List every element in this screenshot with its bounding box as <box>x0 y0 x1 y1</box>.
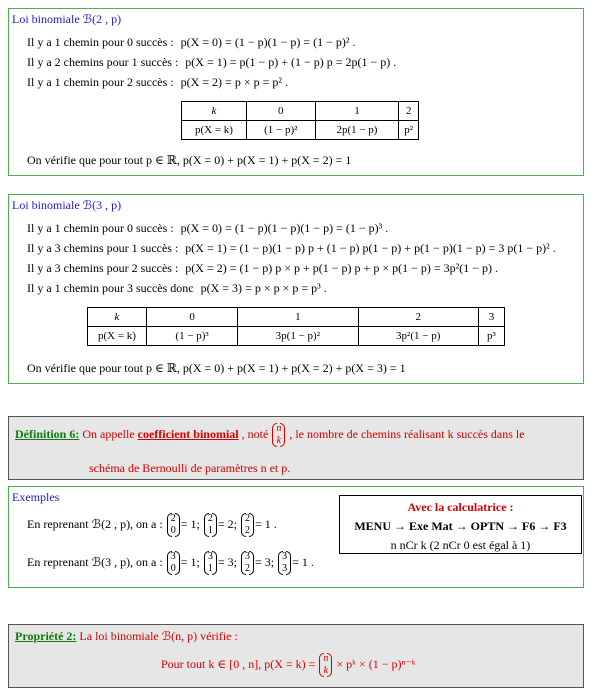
property-formula-right: × pᵏ × (1 − p)ⁿ⁻ᵏ <box>336 656 416 671</box>
b2-td-4: p³ <box>478 327 504 346</box>
definition-binomial-bottom: k <box>276 435 282 446</box>
calculator-line-1: MENU → Exe Mat → OPTN → F6 → F3 <box>354 519 567 533</box>
definition-text-1: On appelle <box>82 426 135 441</box>
b2-th-2: 1 <box>238 308 358 327</box>
definition-text-2: , noté <box>241 426 269 441</box>
b2-table <box>87 307 505 346</box>
b2-table-header <box>88 308 505 327</box>
example-2-intro: En reprenant ℬ(3 , p), on a : <box>27 554 163 569</box>
binomial-bottom: 1 <box>207 525 213 536</box>
property-text: La loi binomiale ℬ(n, p) vérifie : <box>79 629 238 643</box>
binomial-top: 3 <box>170 551 176 562</box>
b1-table-row <box>182 121 419 140</box>
binomial-bottom: 2 <box>244 525 250 536</box>
property-formula-left: Pour tout k ∈ [0 , n], p(X = k) = <box>161 656 316 671</box>
binomial-3-box <box>8 194 584 384</box>
binomial-value: = 2; <box>217 516 237 531</box>
calculator-line-2: n nCr k (2 nCr 0 est égal à 1) <box>390 538 531 552</box>
example-2-binomial-4 <box>278 551 291 575</box>
binomial-value: = 1 . <box>292 554 314 569</box>
binomial-bottom: 3 <box>282 563 288 574</box>
definition-binomial <box>272 423 285 447</box>
binomial-top: 3 <box>207 551 213 562</box>
b2-line-2-text: Il y a 3 chemins pour 1 succès : <box>27 241 179 255</box>
b1-line-3 <box>27 75 288 90</box>
b1-th-3: 2 <box>399 102 419 121</box>
example-2 <box>27 551 314 575</box>
b2-line-3 <box>27 261 498 276</box>
definition-term: coefficient binomial <box>137 426 239 441</box>
property-binomial-bottom: k <box>323 665 329 676</box>
binomial-bottom: 1 <box>207 563 213 574</box>
property-box <box>8 624 584 688</box>
b1-line-1-text: Il y a 1 chemin pour 0 succès : <box>27 35 174 49</box>
b1-line-1 <box>27 35 355 50</box>
b1-line-2-text: Il y a 2 chemins pour 1 succès : <box>27 55 179 69</box>
b2-line-2-formula: p(X = 1) = (1 − p)(1 − p) p + (1 − p) p(1 − p) + p(1 − p)(1 − p) = 3 p(1 − p)² . <box>185 241 556 255</box>
b2-verify: On vérifie que pour tout p ∈ ℝ, p(X = 0) + p(X = 1) + p(X = 2) + p(X = 3) = 1 <box>27 361 406 375</box>
definition-line-2: schéma de Bernoulli de paramètres n et p. <box>89 461 291 475</box>
b1-table <box>181 101 419 140</box>
binomial-2-box <box>8 8 584 176</box>
binomial-top: 2 <box>244 513 250 524</box>
definition-box <box>8 416 584 480</box>
b2-line-4 <box>27 281 327 296</box>
example-2-binomial-3 <box>241 551 254 575</box>
b1-line-1-formula: p(X = 0) = (1 − p)(1 − p) = (1 − p)² . <box>180 35 356 49</box>
b2-line-1-text: Il y a 1 chemin pour 0 succès : <box>27 221 174 235</box>
b1-verify: On vérifie que pour tout p ∈ ℝ, p(X = 0) + p(X = 1) + p(X = 2) = 1 <box>27 153 352 167</box>
b2-line-2 <box>27 241 556 256</box>
example-2-binomial-1 <box>167 551 180 575</box>
binomial-top: 2 <box>170 513 176 524</box>
examples-box <box>8 486 584 588</box>
b1-line-2 <box>27 55 396 70</box>
b2-th-1: 0 <box>147 308 238 327</box>
b1-line-3-formula: p(X = 2) = p × p = p² . <box>180 75 288 89</box>
b1-line-2-formula: p(X = 1) = p(1 − p) + (1 − p) p = 2p(1 − p) . <box>185 55 397 69</box>
b1-td-0: p(X = k) <box>182 121 247 140</box>
binomial-value: = 1; <box>180 554 200 569</box>
b1-table-header <box>182 102 419 121</box>
binomial-3-title: Loi binomiale ℬ(3 , p) <box>12 198 122 212</box>
b2-line-3-formula: p(X = 2) = (1 − p) p × p + p(1 − p) p + p × p(1 − p) = 3p²(1 − p) . <box>185 261 498 275</box>
binomial-value: = 1 . <box>254 516 277 531</box>
b2-table-row <box>88 327 505 346</box>
b2-td-3: 3p²(1 − p) <box>358 327 478 346</box>
property-binomial-top: n <box>323 653 329 664</box>
b1-th-2: 1 <box>315 102 399 121</box>
binomial-bottom: 0 <box>170 563 176 574</box>
definition-binomial-top: n <box>276 423 282 434</box>
b2-th-4: 3 <box>478 308 504 327</box>
example-1-intro: En reprenant ℬ(2 , p), on a : <box>27 516 163 531</box>
b2-td-2: 3p(1 − p)² <box>238 327 358 346</box>
binomial-value: = 3; <box>217 554 237 569</box>
binomial-top: 2 <box>207 513 213 524</box>
binomial-value: = 3; <box>254 554 275 569</box>
binomial-2-title: Loi binomiale ℬ(2 , p) <box>12 12 122 26</box>
example-1-binomial-2 <box>204 513 217 537</box>
definition-label: Définition 6: <box>15 426 80 441</box>
example-1-binomial-1 <box>167 513 180 537</box>
calculator-box <box>339 495 582 554</box>
b2-line-1-formula: p(X = 0) = (1 − p)(1 − p)(1 − p) = (1 − p)³ . <box>180 221 389 235</box>
b2-td-1: (1 − p)³ <box>147 327 238 346</box>
b2-line-1 <box>27 221 388 236</box>
b2-line-4-text: Il y a 1 chemin pour 3 succès donc <box>27 281 194 295</box>
binomial-bottom: 0 <box>170 525 176 536</box>
b1-th-1: 0 <box>247 102 316 121</box>
examples-title: Exemples <box>12 490 60 504</box>
b1-td-1: (1 − p)² <box>247 121 316 140</box>
property-line-1 <box>15 629 238 644</box>
example-2-binomial-2 <box>204 551 217 575</box>
binomial-bottom: 2 <box>244 563 250 574</box>
property-binomial <box>319 653 332 677</box>
b1-td-2: 2p(1 − p) <box>315 121 399 140</box>
b1-line-3-text: Il y a 1 chemin pour 2 succès : <box>27 75 174 89</box>
b1-th-0: k <box>182 102 247 121</box>
b2-line-3-text: Il y a 3 chemins pour 2 succès : <box>27 261 179 275</box>
definition-line-1 <box>15 423 525 447</box>
calculator-title: Avec la calculatrice : <box>407 500 514 514</box>
b2-td-0: p(X = k) <box>88 327 147 346</box>
property-formula <box>161 653 415 677</box>
b2-th-3: 2 <box>358 308 478 327</box>
b1-td-3: p² <box>399 121 419 140</box>
property-label: Propriété 2: <box>15 629 77 643</box>
binomial-top: 3 <box>244 551 250 562</box>
definition-text-3: , le nombre de chemins réalisant k succès dans le <box>289 426 525 441</box>
binomial-value: = 1; <box>180 516 200 531</box>
binomial-top: 3 <box>282 551 288 562</box>
example-1-binomial-3 <box>241 513 254 537</box>
b2-line-4-formula: p(X = 3) = p × p × p = p³ . <box>200 281 327 295</box>
b2-th-0: k <box>88 308 147 327</box>
example-1 <box>27 513 277 537</box>
